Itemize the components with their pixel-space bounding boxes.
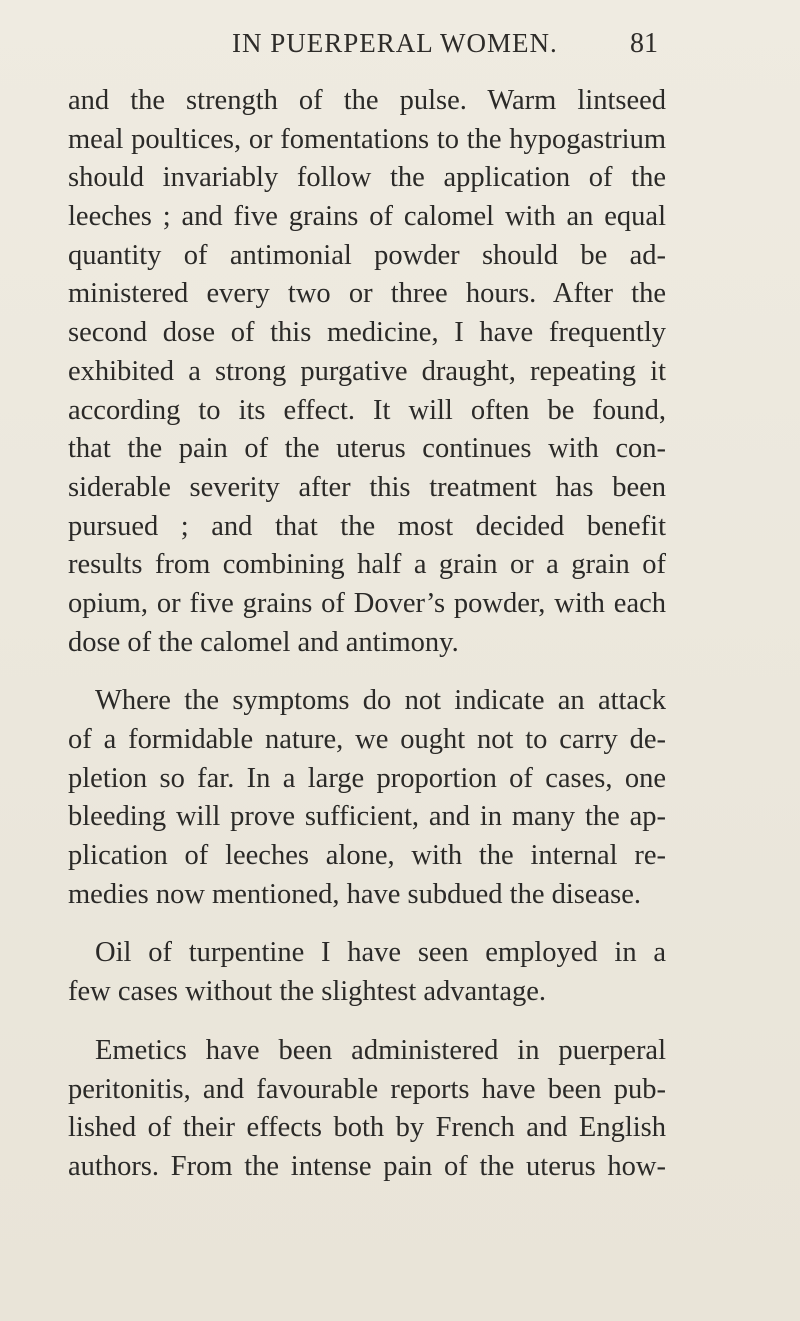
text-line: should invariably follow the application of the [68,162,666,194]
text-line: second dose of this medicine, I have frequently [68,317,666,349]
text-line: ministered every two or three hours. After the [68,278,666,310]
text-line: plication of leeches alone, with the internal re- [68,840,666,872]
paragraph-4 [68,1032,666,1187]
text-line: Where the symptoms do not indicate an attack [95,685,666,717]
text-line: that the pain of the uterus continues with con- [68,433,666,465]
text-line: opium, or five grains of Dover’s powder, with each [68,587,666,619]
text-line: Emetics have been administered in puerperal [95,1034,666,1066]
text-line: peritonitis, and favourable reports have been pub- [68,1073,666,1105]
paragraph-gap [68,662,666,682]
paragraph-2 [68,682,666,914]
paragraph-3 [68,934,666,1011]
text-line: results from combining half a grain or a grain of [68,549,666,581]
text-line: authors. From the intense pain of the uterus how- [68,1150,666,1182]
text-line: pletion so far. In a large proportion of cases, one [68,762,666,794]
paragraph-gap [68,914,666,934]
paragraph-gap [68,1012,666,1032]
body-text [68,82,666,1187]
text-line: quantity of antimonial powder should be ad- [68,239,666,271]
text-line: bleeding will prove sufficient, and in many the ap- [68,801,666,833]
text-line: Oil of turpentine I have seen employed in a [95,937,666,969]
text-line: lished of their effects both by French and English [68,1112,666,1144]
page-header [0,28,800,68]
page-number: 81 [630,28,658,59]
text-line: leeches ; and five grains of calomel with an equal [68,201,666,233]
text-line: medies now mentioned, have subdued the disease. [68,878,642,910]
text-line: pursued ; and that the most decided benefit [68,510,666,542]
running-head: IN PUERPERAL WOMEN. [232,28,558,58]
text-line: of a formidable nature, we ought not to carry de- [68,724,666,755]
text-line: siderable severity after this treatment has been [68,471,666,503]
text-line: according to its effect. It will often be found, [68,394,666,426]
paragraph-1 [68,82,666,662]
text-line: meal poultices, or fomentations to the hypogastrium [68,123,666,155]
text-line: dose of the calomel and antimony. [68,626,459,658]
text-line: exhibited a strong purgative draught, repeating it [68,355,666,387]
text-line: and the strength of the pulse. Warm lintseed [68,85,666,116]
text-line: few cases without the slightest advantage. [68,976,547,1008]
